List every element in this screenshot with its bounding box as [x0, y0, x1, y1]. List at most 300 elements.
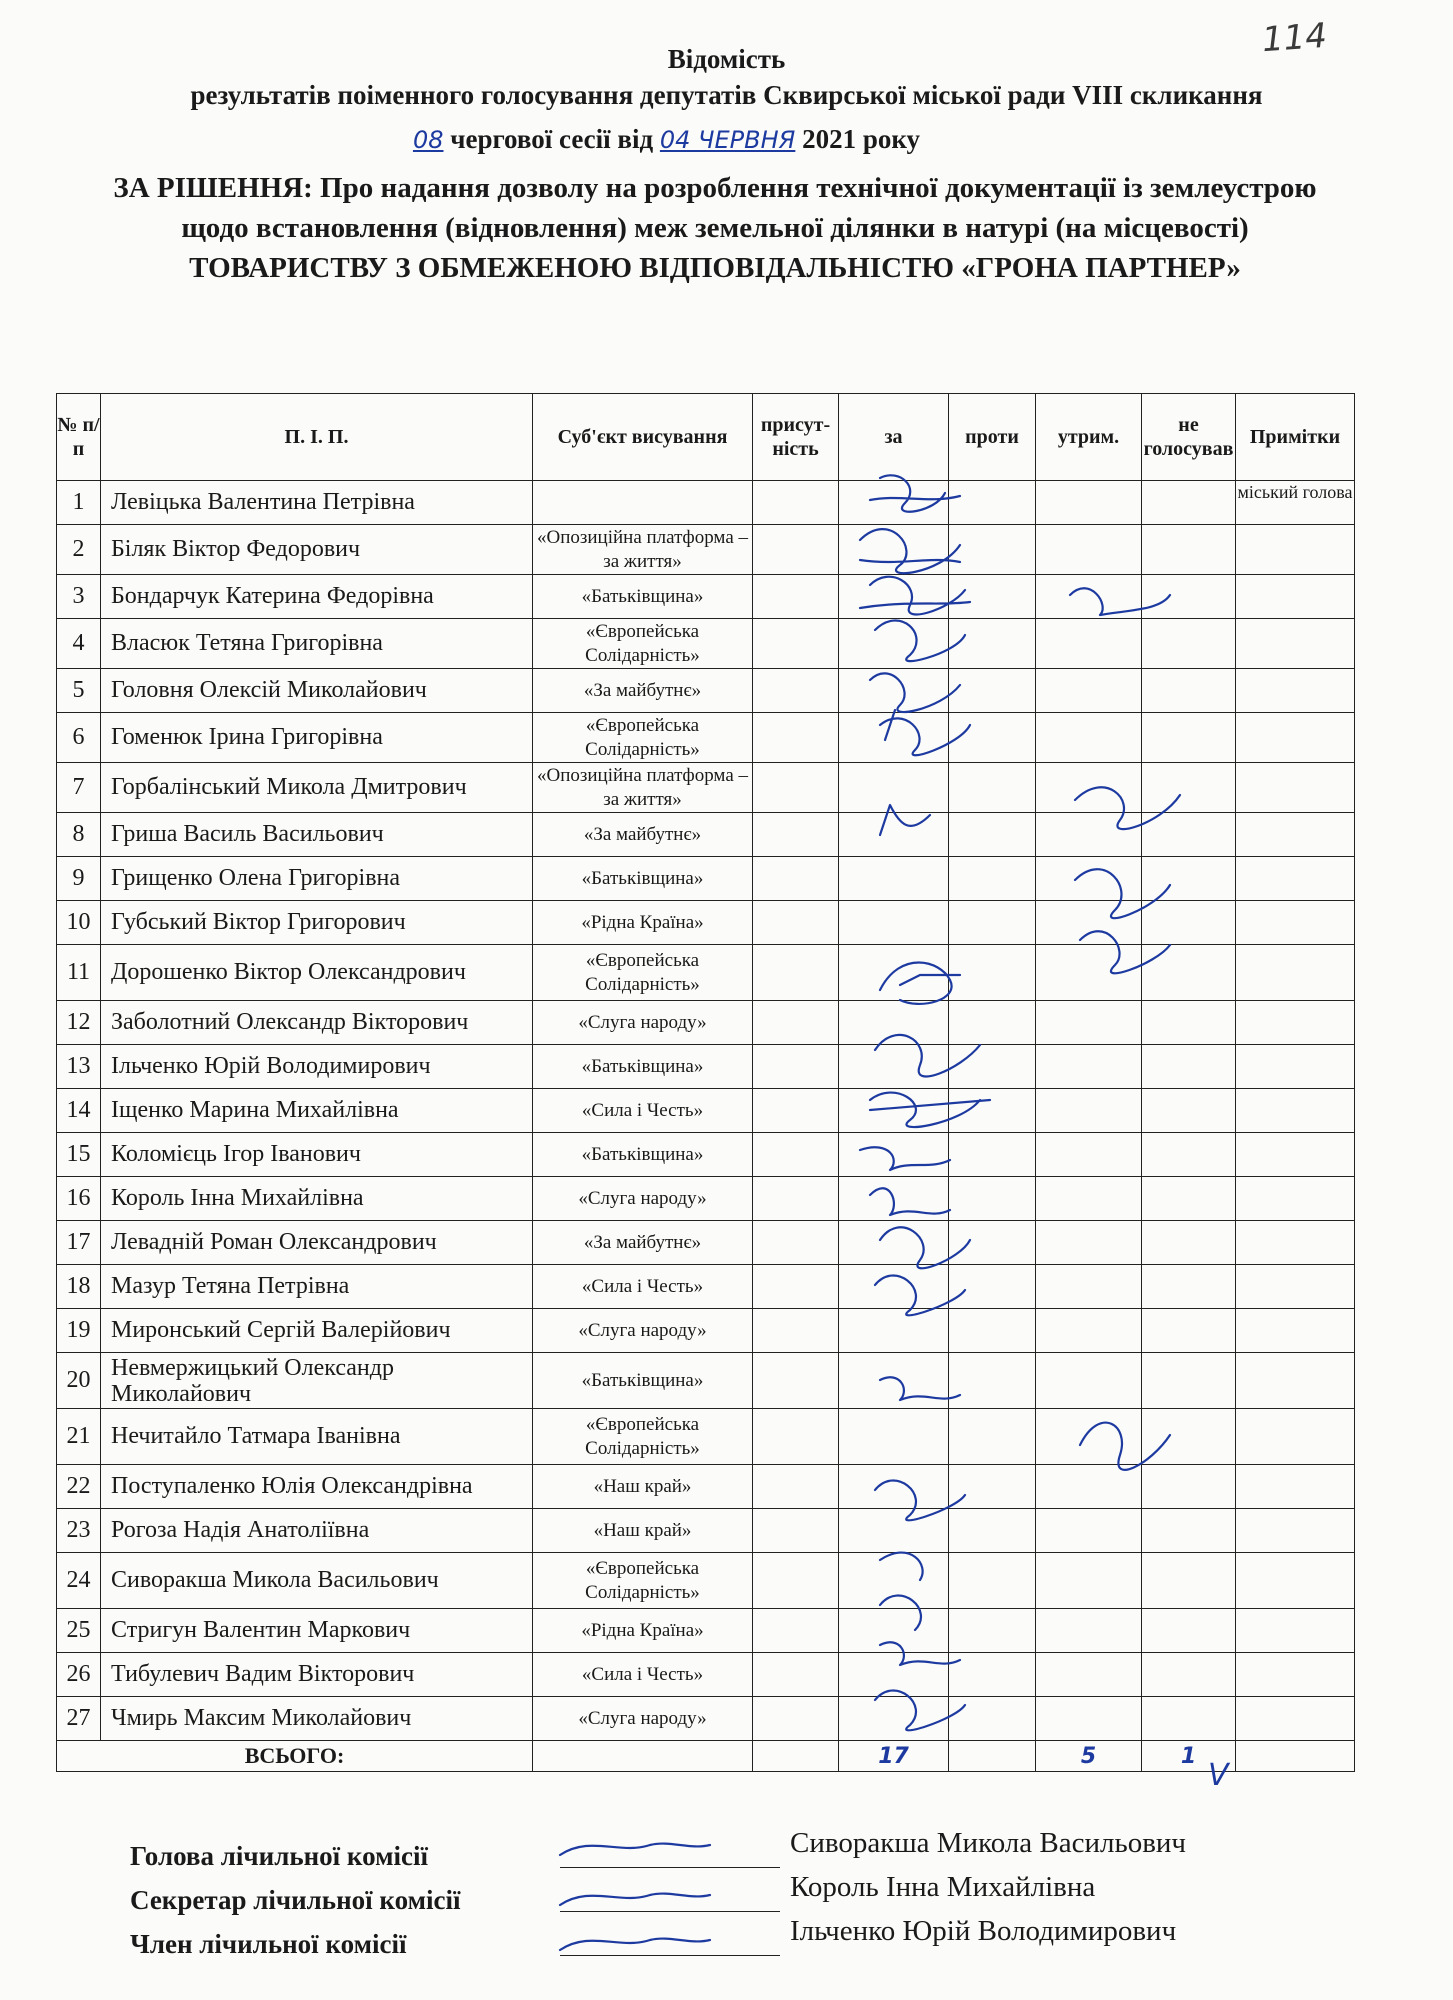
total-for: 17 [839, 1741, 949, 1772]
row-party: «Слуга народу» [533, 1001, 753, 1045]
table-row [57, 1177, 1355, 1221]
row-name: Коломієць Ігор Іванович [101, 1133, 533, 1177]
row-not-voted [1142, 763, 1236, 813]
row-against [949, 1653, 1036, 1697]
row-for [839, 901, 949, 945]
row-number: 3 [57, 575, 101, 619]
vote-table [56, 393, 1355, 1772]
signature-name: Ільченко Юрій Володимирович [790, 1915, 1177, 1947]
row-presence [753, 575, 839, 619]
row-party: «Європейська Солідарність» [533, 1409, 753, 1465]
row-for [839, 1265, 949, 1309]
row-name: Заболотний Олександр Вікторович [101, 1001, 533, 1045]
row-abstain [1036, 1177, 1142, 1221]
row-note [1236, 945, 1355, 1001]
row-abstain [1036, 1609, 1142, 1653]
row-presence [753, 1653, 839, 1697]
row-for [839, 1653, 949, 1697]
row-for [839, 763, 949, 813]
row-not-voted [1142, 1265, 1236, 1309]
row-name: Дорошенко Віктор Олександрович [101, 945, 533, 1001]
row-for [839, 1353, 949, 1409]
row-name: Ільченко Юрій Володимирович [101, 1045, 533, 1089]
row-number: 5 [57, 669, 101, 713]
row-note [1236, 1465, 1355, 1509]
row-presence [753, 713, 839, 763]
row-for [839, 619, 949, 669]
row-abstain [1036, 1465, 1142, 1509]
row-against [949, 1221, 1036, 1265]
row-abstain [1036, 857, 1142, 901]
table-row [57, 945, 1355, 1001]
row-presence [753, 525, 839, 575]
row-against [949, 1697, 1036, 1741]
row-against [949, 525, 1036, 575]
row-name: Біляк Віктор Федорович [101, 525, 533, 575]
table-row [57, 1089, 1355, 1133]
total-presence [753, 1741, 839, 1772]
row-presence [753, 1409, 839, 1465]
decision-title: ЗА РІШЕННЯ: Про надання дозволу на розроблення технічної документації із землеустрою щодо встановлення (відновлення) меж земельної ділянки в натурі (на місцевості) ТОВАРИСТВУ З ОБМЕЖЕНОЮ ВІДПОВІДАЛЬНІСТЮ «ГРОНА ПАРТНЕР» [113, 172, 1317, 284]
row-for [839, 525, 949, 575]
row-presence [753, 945, 839, 1001]
row-presence [753, 1001, 839, 1045]
row-for [839, 1409, 949, 1465]
row-abstain [1036, 1309, 1142, 1353]
row-note [1236, 1609, 1355, 1653]
row-note [1236, 1133, 1355, 1177]
signature-role: Член лічильної комісії [130, 1929, 407, 1959]
row-abstain [1036, 669, 1142, 713]
row-number: 17 [57, 1221, 101, 1265]
row-not-voted [1142, 525, 1236, 575]
row-not-voted [1142, 1177, 1236, 1221]
row-note [1236, 1309, 1355, 1353]
row-name: Стригун Валентин Маркович [101, 1609, 533, 1653]
row-note [1236, 763, 1355, 813]
row-not-voted [1142, 575, 1236, 619]
row-against [949, 1309, 1036, 1353]
table-row [57, 669, 1355, 713]
row-name: Бондарчук Катерина Федорівна [101, 575, 533, 619]
row-note [1236, 1177, 1355, 1221]
document-subtitle: результатів поіменного голосування депутатів Сквирської міської ради VIII скликання [190, 80, 1263, 110]
row-not-voted [1142, 901, 1236, 945]
row-against [949, 1465, 1036, 1509]
row-for [839, 1177, 949, 1221]
row-party: «Слуга народу» [533, 1177, 753, 1221]
row-number: 18 [57, 1265, 101, 1309]
table-row [57, 1465, 1355, 1509]
row-party [533, 481, 753, 525]
row-not-voted [1142, 1045, 1236, 1089]
row-not-voted [1142, 619, 1236, 669]
row-presence [753, 901, 839, 945]
col-notes: Примітки [1236, 394, 1355, 481]
row-number: 7 [57, 763, 101, 813]
row-name: Нечитайло Татмара Іванівна [101, 1409, 533, 1465]
row-party: «Європейська Солідарність» [533, 1553, 753, 1609]
row-presence [753, 619, 839, 669]
row-for [839, 1221, 949, 1265]
total-against [949, 1741, 1036, 1772]
row-party: «Сила і Честь» [533, 1089, 753, 1133]
row-number: 21 [57, 1409, 101, 1465]
row-for [839, 575, 949, 619]
table-row [57, 1001, 1355, 1045]
row-note [1236, 1653, 1355, 1697]
row-against [949, 1001, 1036, 1045]
table-row [57, 1697, 1355, 1741]
row-not-voted [1142, 1133, 1236, 1177]
table-row [57, 1133, 1355, 1177]
table-row [57, 1509, 1355, 1553]
row-not-voted [1142, 1465, 1236, 1509]
row-presence [753, 481, 839, 525]
row-against [949, 669, 1036, 713]
row-name: Гоменюк Ірина Григорівна [101, 713, 533, 763]
row-number: 2 [57, 525, 101, 575]
row-name: Головня Олексій Миколайович [101, 669, 533, 713]
row-number: 19 [57, 1309, 101, 1353]
row-party: «Наш край» [533, 1465, 753, 1509]
row-not-voted [1142, 1409, 1236, 1465]
row-against [949, 1509, 1036, 1553]
row-number: 24 [57, 1553, 101, 1609]
row-for [839, 1001, 949, 1045]
row-name: Левадній Роман Олександрович [101, 1221, 533, 1265]
table-row [57, 1309, 1355, 1353]
row-note [1236, 1509, 1355, 1553]
row-number: 16 [57, 1177, 101, 1221]
row-not-voted [1142, 813, 1236, 857]
row-against [949, 813, 1036, 857]
row-name: Поступаленко Юлія Олександрівна [101, 1465, 533, 1509]
row-for [839, 1509, 949, 1553]
row-against [949, 1609, 1036, 1653]
row-party: «Опозиційна платформа – за життя» [533, 525, 753, 575]
row-party: «Батьківщина» [533, 575, 753, 619]
row-name: Грищенко Олена Григорівна [101, 857, 533, 901]
row-not-voted [1142, 1653, 1236, 1697]
row-note [1236, 619, 1355, 669]
row-number: 1 [57, 481, 101, 525]
row-against [949, 857, 1036, 901]
commission-signatures-block [130, 1827, 1330, 1973]
signature-member [130, 1915, 1330, 1973]
row-against [949, 713, 1036, 763]
row-number: 4 [57, 619, 101, 669]
row-against [949, 1089, 1036, 1133]
row-presence [753, 763, 839, 813]
row-note [1236, 713, 1355, 763]
row-note [1236, 669, 1355, 713]
signature-line [560, 1867, 780, 1868]
row-number: 9 [57, 857, 101, 901]
row-party: «Слуга народу» [533, 1697, 753, 1741]
row-against [949, 1353, 1036, 1409]
total-party [533, 1741, 753, 1772]
row-abstain [1036, 1265, 1142, 1309]
row-note [1236, 813, 1355, 857]
row-name: Тибулевич Вадим Вікторович [101, 1653, 533, 1697]
table-row [57, 1045, 1355, 1089]
row-against [949, 1409, 1036, 1465]
row-abstain [1036, 945, 1142, 1001]
row-party: «Опозиційна платформа – за життя» [533, 763, 753, 813]
row-note [1236, 525, 1355, 575]
row-abstain [1036, 1001, 1142, 1045]
row-abstain [1036, 713, 1142, 763]
col-number: № п/п [57, 394, 101, 481]
row-party: «Батьківщина» [533, 1045, 753, 1089]
row-number: 15 [57, 1133, 101, 1177]
table-row [57, 713, 1355, 763]
table-row [57, 901, 1355, 945]
row-note [1236, 1045, 1355, 1089]
row-party: «Сила і Честь» [533, 1265, 753, 1309]
col-for: за [839, 394, 949, 481]
row-number: 8 [57, 813, 101, 857]
row-note [1236, 901, 1355, 945]
signature-role: Голова лічильної комісії [130, 1841, 428, 1871]
table-row [57, 857, 1355, 901]
session-line-end: 2021 року [802, 124, 921, 154]
row-not-voted [1142, 1697, 1236, 1741]
row-abstain [1036, 1089, 1142, 1133]
row-abstain [1036, 1409, 1142, 1465]
row-for [839, 1697, 949, 1741]
total-abstain: 5 [1036, 1741, 1142, 1772]
table-row [57, 1653, 1355, 1697]
total-label: ВСЬОГО: [57, 1741, 533, 1772]
row-name: Губський Віктор Григорович [101, 901, 533, 945]
row-abstain [1036, 763, 1142, 813]
row-name: Миронський Сергій Валерійович [101, 1309, 533, 1353]
row-abstain [1036, 525, 1142, 575]
row-abstain [1036, 1045, 1142, 1089]
row-for [839, 945, 949, 1001]
row-number: 14 [57, 1089, 101, 1133]
row-party: «Рідна Країна» [533, 901, 753, 945]
row-not-voted [1142, 481, 1236, 525]
row-not-voted [1142, 1221, 1236, 1265]
row-not-voted [1142, 1553, 1236, 1609]
row-abstain [1036, 813, 1142, 857]
row-note: міський голова [1236, 481, 1355, 525]
table-row [57, 1221, 1355, 1265]
row-note [1236, 1553, 1355, 1609]
row-party: «Європейська Солідарність» [533, 945, 753, 1001]
row-against [949, 1045, 1036, 1089]
row-not-voted [1142, 1609, 1236, 1653]
row-abstain [1036, 575, 1142, 619]
row-party: «Рідна Країна» [533, 1609, 753, 1653]
row-number: 20 [57, 1353, 101, 1409]
col-party: Суб'єкт висування [533, 394, 753, 481]
row-not-voted [1142, 1309, 1236, 1353]
table-row [57, 763, 1355, 813]
row-presence [753, 1609, 839, 1653]
total-notes [1236, 1741, 1355, 1772]
row-abstain [1036, 1553, 1142, 1609]
row-abstain [1036, 901, 1142, 945]
row-note [1236, 1353, 1355, 1409]
row-name: Власюк Тетяна Григорівна [101, 619, 533, 669]
row-for [839, 1133, 949, 1177]
row-for [839, 1465, 949, 1509]
row-for [839, 1553, 949, 1609]
row-name: Горбалінський Микола Дмитрович [101, 763, 533, 813]
table-row [57, 481, 1355, 525]
row-presence [753, 1265, 839, 1309]
table-header-row [57, 394, 1355, 481]
row-note [1236, 1221, 1355, 1265]
row-not-voted [1142, 945, 1236, 1001]
row-note [1236, 1409, 1355, 1465]
signature-chair [130, 1827, 1330, 1885]
row-party: «Наш край» [533, 1509, 753, 1553]
total-not-voted: 1 [1142, 1741, 1236, 1772]
row-against [949, 901, 1036, 945]
table-row [57, 575, 1355, 619]
session-date: 04 ЧЕРВНЯ [659, 126, 796, 154]
row-for [839, 713, 949, 763]
col-presence: присут-ність [753, 394, 839, 481]
row-number: 11 [57, 945, 101, 1001]
row-number: 27 [57, 1697, 101, 1741]
row-name: Король Інна Михайлівна [101, 1177, 533, 1221]
page-number: 114 [1260, 15, 1329, 61]
row-name: Іщенко Марина Михайлівна [101, 1089, 533, 1133]
row-note [1236, 1089, 1355, 1133]
row-number: 12 [57, 1001, 101, 1045]
row-note [1236, 1265, 1355, 1309]
row-note [1236, 575, 1355, 619]
row-for [839, 481, 949, 525]
signature-line [560, 1955, 780, 1956]
row-number: 13 [57, 1045, 101, 1089]
row-number: 23 [57, 1509, 101, 1553]
table-row [57, 619, 1355, 669]
row-party: «Сила і Честь» [533, 1653, 753, 1697]
row-presence [753, 1465, 839, 1509]
row-party: «За майбутнє» [533, 813, 753, 857]
row-name: Невмержицький Олександр Миколайович [101, 1353, 533, 1409]
col-against: проти [949, 394, 1036, 481]
table-row [57, 1353, 1355, 1409]
row-note [1236, 857, 1355, 901]
signature-name: Король Інна Михайлівна [790, 1871, 1096, 1903]
row-party: «За майбутнє» [533, 669, 753, 713]
row-name: Левіцька Валентина Петрівна [101, 481, 533, 525]
row-party: «Європейська Солідарність» [533, 619, 753, 669]
row-not-voted [1142, 669, 1236, 713]
row-abstain [1036, 1133, 1142, 1177]
table-row [57, 525, 1355, 575]
row-presence [753, 1133, 839, 1177]
row-abstain [1036, 1509, 1142, 1553]
row-against [949, 1265, 1036, 1309]
row-presence [753, 1309, 839, 1353]
row-number: 26 [57, 1653, 101, 1697]
row-presence [753, 1089, 839, 1133]
row-presence [753, 1177, 839, 1221]
row-name: Мазур Тетяна Петрівна [101, 1265, 533, 1309]
check-mark: V [1208, 1758, 1229, 1793]
table-row [57, 813, 1355, 857]
row-abstain [1036, 619, 1142, 669]
row-presence [753, 1509, 839, 1553]
signature-role: Секретар лічильної комісії [130, 1885, 461, 1915]
row-abstain [1036, 1697, 1142, 1741]
row-not-voted [1142, 1001, 1236, 1045]
row-number: 22 [57, 1465, 101, 1509]
table-row [57, 1265, 1355, 1309]
row-against [949, 1553, 1036, 1609]
row-number: 25 [57, 1609, 101, 1653]
session-line-mid: чергової сесії від [450, 124, 654, 154]
row-presence [753, 1353, 839, 1409]
row-number: 10 [57, 901, 101, 945]
row-against [949, 481, 1036, 525]
row-for [839, 1045, 949, 1089]
col-abstain: утрим. [1036, 394, 1142, 481]
session-line [0, 124, 1393, 155]
col-name: П. І. П. [101, 394, 533, 481]
row-abstain [1036, 1353, 1142, 1409]
row-for [839, 1609, 949, 1653]
row-presence [753, 669, 839, 713]
row-number: 6 [57, 713, 101, 763]
row-against [949, 945, 1036, 1001]
row-party: «Слуга народу» [533, 1309, 753, 1353]
table-row [57, 1409, 1355, 1465]
row-not-voted [1142, 857, 1236, 901]
row-note [1236, 1697, 1355, 1741]
signature-line [560, 1911, 780, 1912]
row-against [949, 619, 1036, 669]
row-for [839, 1089, 949, 1133]
row-note [1236, 1001, 1355, 1045]
row-party: «Батьківщина» [533, 1133, 753, 1177]
row-for [839, 857, 949, 901]
row-abstain [1036, 481, 1142, 525]
row-against [949, 1177, 1036, 1221]
signature-name: Сиворакша Микола Васильович [790, 1827, 1187, 1859]
session-number: 08 [412, 126, 444, 154]
row-against [949, 575, 1036, 619]
row-against [949, 1133, 1036, 1177]
row-party: «Європейська Солідарність» [533, 713, 753, 763]
row-presence [753, 1221, 839, 1265]
row-party: «За майбутнє» [533, 1221, 753, 1265]
row-abstain [1036, 1221, 1142, 1265]
row-name: Гриша Василь Васильович [101, 813, 533, 857]
row-presence [753, 813, 839, 857]
document-title: Відомість [667, 44, 786, 74]
row-party: «Батьківщина» [533, 1353, 753, 1409]
row-not-voted [1142, 1089, 1236, 1133]
row-against [949, 763, 1036, 813]
row-presence [753, 1553, 839, 1609]
row-not-voted [1142, 713, 1236, 763]
row-name: Рогоза Надія Анатоліївна [101, 1509, 533, 1553]
row-presence [753, 1045, 839, 1089]
row-name: Чмирь Максим Миколайович [101, 1697, 533, 1741]
row-party: «Батьківщина» [533, 857, 753, 901]
row-for [839, 669, 949, 713]
